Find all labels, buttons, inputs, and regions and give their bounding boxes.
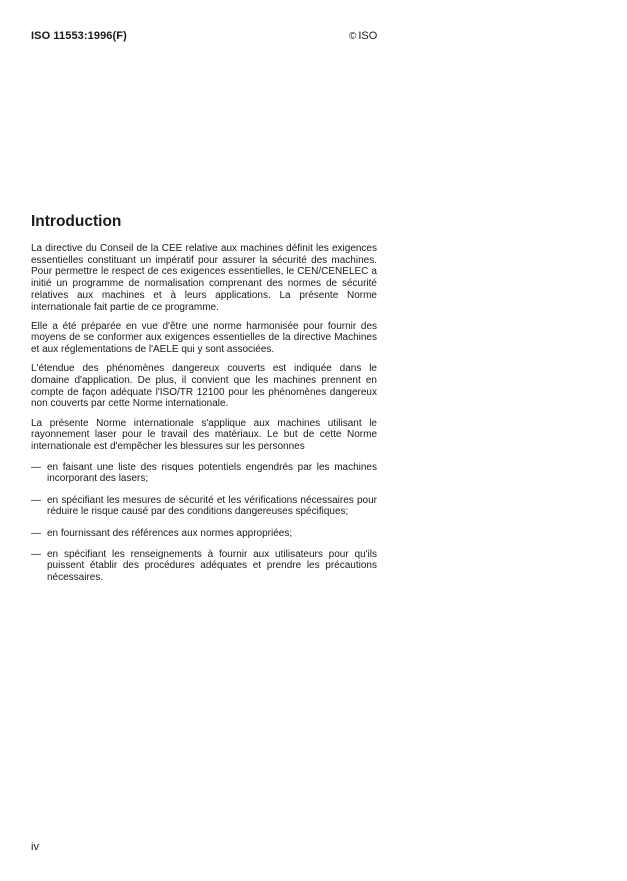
objectives-list [31, 462, 377, 584]
list-item-text: en spécifiant les renseignements à fournir aux utilisateurs pour qu'ils puissent établir des procédures adéquates et prendre les précautions nécessaires. [47, 548, 377, 584]
copyright-owner: ISO [358, 30, 378, 42]
dash-marker: — [31, 494, 41, 506]
paragraph: La directive du Conseil de la CEE relative aux machines définit les exigences essentielles constituant un impératif pour assurer la sécurité des machines. Pour permettre le respect de ces exigences essentielles, le CEN/CENELEC a initié un programme de normalisation comprenant des normes de sécurité relatives aux machines et à leurs applications. La présente Norme internationale fait partie de ce programme. [31, 243, 377, 313]
standard-identifier: ISO 11553:1996(F) [31, 30, 127, 42]
list-item-text: en fournissant des références aux normes appropriées; [47, 527, 293, 539]
list-item [31, 462, 377, 485]
section-body [31, 243, 377, 593]
paragraph: Elle a été préparée en vue d'être une norme harmonisée pour fournir des moyens de se conformer aux exigences essentielles de la directive Machines et aux réglementations de l'AELE qui y sont associées. [31, 320, 377, 356]
paragraph: L'étendue des phénomènes dangereux couverts est indiquée dans le domaine d'application. De plus, il convient que les machines prennent en compte de façon adéquate l'ISO/TR 12100 pour les phénomènes dangereux non couverts par cette Norme internationale. [31, 363, 377, 410]
dash-marker: — [31, 461, 41, 473]
list-item-text: en spécifiant les mesures de sécurité et les vérifications nécessaires pour réduire le risque causé par des conditions dangereuses spécifiques; [47, 494, 377, 518]
section-title: Introduction [31, 213, 122, 230]
copyright-notice [349, 30, 377, 42]
copyright-icon: © [349, 30, 357, 42]
paragraph: La présente Norme internationale s'applique aux machines utilisant le rayonnement laser pour le travail des matériaux. Le but de cette Norme internationale est d'empêcher les blessures sur les personnes [31, 417, 377, 453]
dash-marker: — [31, 548, 41, 560]
list-item [31, 549, 377, 584]
page-number: iv [31, 841, 39, 853]
dash-marker: — [31, 527, 41, 539]
list-item [31, 528, 377, 540]
list-item-text: en faisant une liste des risques potentiels engendrés par les machines incorporant des lasers; [47, 461, 377, 485]
list-item [31, 495, 377, 518]
